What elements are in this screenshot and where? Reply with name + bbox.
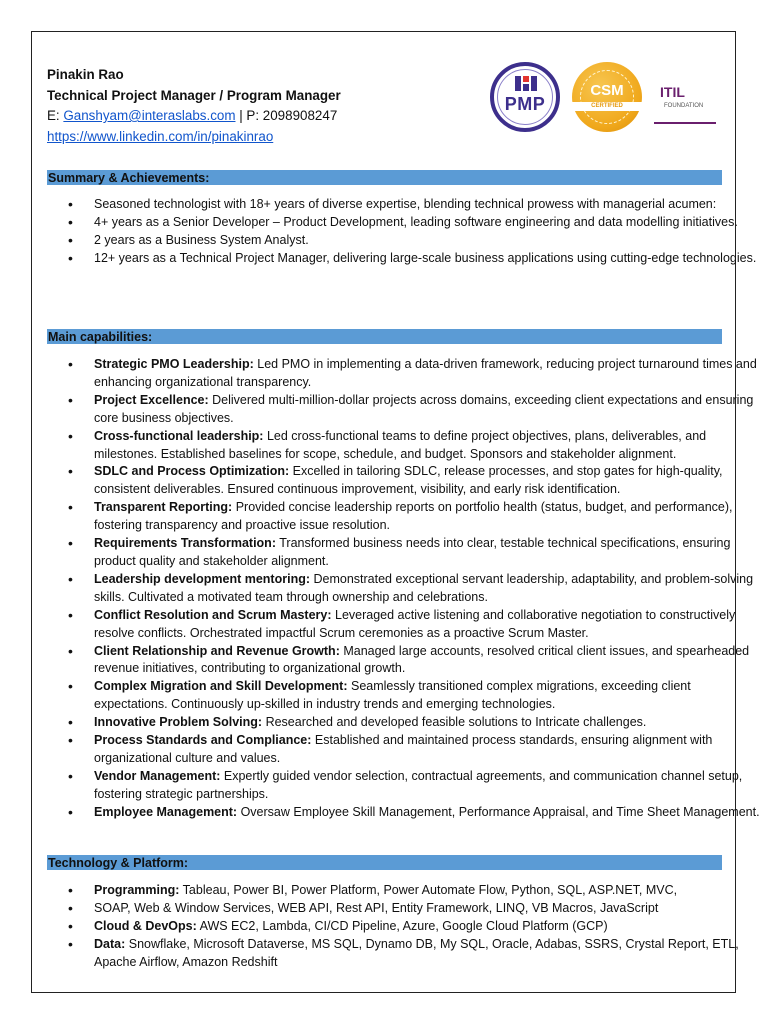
item-label: Conflict Resolution and Scrum Mastery: bbox=[94, 607, 332, 622]
list-item bbox=[94, 535, 764, 571]
contact-line bbox=[47, 106, 341, 127]
list-item bbox=[94, 882, 764, 900]
item-label: Project Excellence: bbox=[94, 392, 209, 407]
summary-section-heading: Summary & Achievements: bbox=[47, 170, 722, 185]
list-item bbox=[94, 607, 764, 643]
linkedin-link[interactable]: https://www.linkedin.com/in/pinakinrao bbox=[47, 128, 274, 144]
item-text: Expertly guided vendor selection, contractual agreements, and communication channel setup, fostering strategic partnerships. bbox=[94, 768, 743, 801]
item-label: Programming: bbox=[94, 883, 180, 897]
list-item bbox=[94, 392, 764, 428]
item-label: Employee Management: bbox=[94, 804, 238, 819]
item-label: Leadership development mentoring: bbox=[94, 571, 311, 586]
pmp-badge-icon bbox=[490, 62, 560, 132]
item-label: Strategic PMO Leadership: bbox=[94, 357, 254, 371]
list-item bbox=[94, 714, 764, 732]
list-item bbox=[94, 643, 764, 679]
list-item bbox=[94, 804, 764, 822]
resume-header bbox=[47, 65, 341, 147]
itil-badge-icon bbox=[654, 74, 716, 124]
list-item bbox=[94, 463, 764, 499]
item-label: Cloud & DevOps: bbox=[94, 918, 197, 933]
capabilities-section-heading: Main capabilities: bbox=[47, 329, 722, 344]
item-label: Complex Migration and Skill Development: bbox=[94, 679, 348, 694]
item-text: Managed large accounts, resolved critical client issues, and spearheaded revenue initiatives, contributing to organizational growth. bbox=[94, 643, 750, 676]
candidate-title: Technical Project Manager / Program Manager bbox=[47, 87, 341, 103]
technology-list bbox=[47, 882, 764, 972]
csm-label: CSM bbox=[590, 82, 624, 99]
item-label: Transparent Reporting: bbox=[94, 500, 233, 515]
item-text: Transformed business needs into clear, testable technical specifications, ensuring product quality and stakeholder alignment. bbox=[94, 536, 731, 568]
pmp-label: PMP bbox=[504, 94, 546, 114]
csm-band-label: CERTIFIED bbox=[570, 102, 644, 111]
list-item: • 12+ years as a Technical Project Manager, delivering large-scale business applications using cutting-edge technologies. bbox=[94, 250, 764, 268]
capabilities-list bbox=[47, 356, 764, 822]
csm-badge-icon bbox=[572, 62, 642, 132]
list-item bbox=[94, 428, 764, 464]
itil-label: ITIL bbox=[660, 84, 685, 100]
list-item bbox=[94, 768, 764, 804]
list-item bbox=[94, 732, 764, 768]
item-label: Vendor Management: bbox=[94, 768, 221, 783]
pmi-logo-icon bbox=[515, 76, 537, 91]
technology-section-heading: Technology & Platform: bbox=[47, 855, 722, 870]
item-text: SOAP, Web & Window Services, WEB API, Rest API, Entity Framework, LINQ, VB Macros, JavaScript bbox=[94, 900, 659, 915]
list-item bbox=[94, 356, 764, 392]
item-label: Innovative Problem Solving: bbox=[94, 715, 263, 730]
item-text: Tableau, Power BI, Power Platform, Power Automate Flow, Python, SQL, ASP.NET, MVC, bbox=[179, 883, 678, 897]
list-item bbox=[94, 936, 764, 972]
item-label: Client Relationship and Revenue Growth: bbox=[94, 643, 340, 658]
list-item bbox=[94, 678, 764, 714]
list-item bbox=[94, 918, 764, 936]
item-text: Snowflake, Microsoft Dataverse, MS SQL, Dynamo DB, My SQL, Oracle, Adabas, SSRS, Crystal Report, ETL, Apache Airflow, Amazon Redshift bbox=[94, 936, 739, 969]
email-link[interactable]: Ganshyam@interaslabs.com bbox=[63, 108, 236, 123]
email-prefix: E: bbox=[47, 108, 64, 123]
item-label: SDLC and Process Optimization: bbox=[94, 464, 290, 479]
item-label: Cross-functional leadership: bbox=[94, 428, 264, 443]
list-item bbox=[94, 900, 764, 918]
item-text: Provided concise leadership reports on portfolio health (status, budget, and performance), fostering transparency and proactive issue resolution. bbox=[94, 500, 733, 533]
list-item: • Seasoned technologist with 18+ years of diverse expertise, blending technical prowess with managerial acumen: bbox=[94, 196, 764, 214]
list-item: • 4+ years as a Senior Developer – Product Development, leading software engineering and data modelling initiatives. bbox=[94, 214, 764, 232]
list-item: • 2 years as a Business System Analyst. bbox=[94, 232, 764, 250]
item-text: AWS EC2, Lambda, CI/CD Pipeline, Azure, Google Cloud Platform (GCP) bbox=[196, 918, 608, 933]
summary-list bbox=[47, 196, 764, 268]
item-text: Established and maintained process standards, ensuring alignment with organizational culture and values. bbox=[94, 733, 713, 765]
item-text: Leveraged active listening and collaborative negotiation to constructively resolve conflicts. Orchestrated impactful Scrum ceremonies as a proactive Scrum Master. bbox=[94, 607, 736, 640]
item-label: Process Standards and Compliance: bbox=[94, 733, 312, 748]
item-text: Led PMO in implementing a data-driven framework, reducing project turnaround times and enhancing organizational transparency. bbox=[94, 357, 757, 389]
list-item bbox=[94, 499, 764, 535]
item-text: Researched and developed feasible solutions to Intricate challenges. bbox=[262, 715, 647, 730]
item-label: Requirements Transformation: bbox=[94, 536, 276, 551]
resume-page bbox=[31, 31, 760, 993]
item-text: Led cross-functional teams to define project objectives, plans, deliverables, and milestones. Established baselines for scope, schedule, and budget. Sponsors and stakeholder alignment. bbox=[94, 428, 707, 461]
item-text: Excelled in tailoring SDLC, release processes, and stop gates for high-quality, consistent deliverables. Ensured continuous improvement, visibility, and early risk identification. bbox=[94, 464, 723, 497]
itil-sub-label: FOUNDATION bbox=[664, 103, 704, 109]
item-label: Data: bbox=[94, 936, 126, 951]
item-text: Seamlessly transitioned complex migrations, exceeding client expectations. Continuously up-skilled in industry trends and emerging technologies. bbox=[94, 679, 691, 712]
phone-text: | P: 2098908247 bbox=[235, 108, 338, 123]
list-item bbox=[94, 571, 764, 607]
item-text: Delivered multi-million-dollar projects across domains, exceeding client expectations and ensuring core business objectives. bbox=[94, 392, 754, 425]
candidate-name: Pinakin Rao bbox=[47, 67, 124, 82]
item-text: Oversaw Employee Skill Management, Performance Appraisal, and Time Sheet Management. bbox=[237, 804, 760, 819]
item-text: Demonstrated exceptional servant leadership, adaptability, and problem-solving skills. Cultivated a motivated team through ownership and celebrations. bbox=[94, 571, 754, 604]
